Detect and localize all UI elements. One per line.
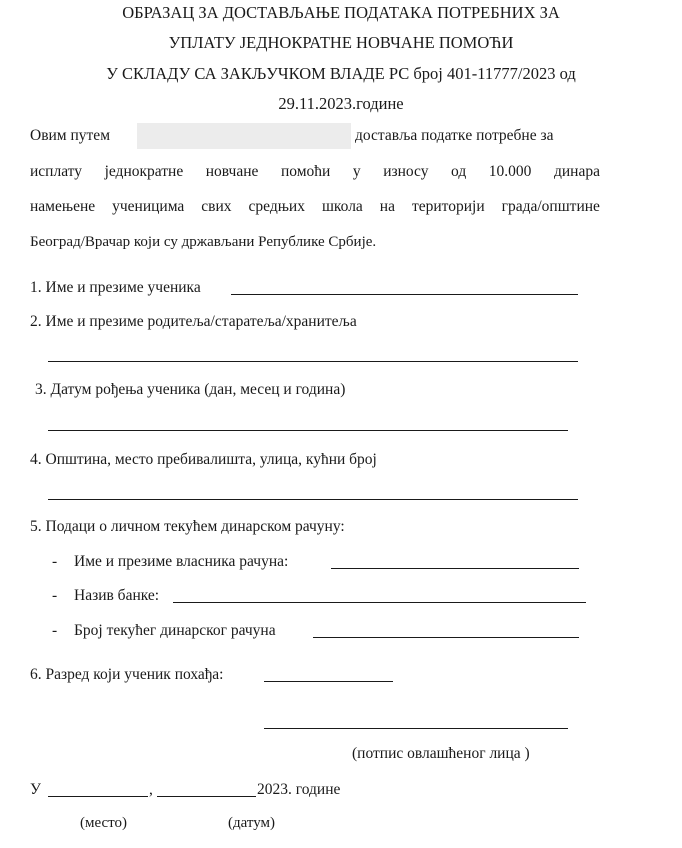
field-birth-date-line[interactable] — [48, 430, 568, 431]
footer-place-label: (место) — [80, 815, 128, 831]
field-parent-name-line[interactable] — [48, 361, 578, 362]
intro-word: на — [379, 198, 395, 215]
signature-line[interactable] — [264, 728, 568, 729]
bank-name-text: Назив банке: — [74, 587, 160, 604]
intro-word: у — [352, 163, 361, 180]
intro-word: територији — [411, 198, 485, 215]
intro-word: намењене — [30, 198, 96, 215]
intro-word: ученицима — [112, 198, 185, 215]
form-title-date: 29.11.2023.године — [278, 94, 404, 113]
field-account-number-line[interactable] — [313, 637, 579, 638]
field-account-holder-label — [52, 553, 288, 571]
field-bank-name-line[interactable] — [173, 602, 586, 603]
field-parent-name-label: 2. Име и презиме родитеља/старатеља/хранитеља — [30, 313, 357, 330]
intro-word: динара — [553, 163, 600, 180]
footer-date-line[interactable] — [157, 796, 256, 797]
field-student-name-label: 1. Име и презиме ученика — [30, 279, 201, 296]
intro-word: једнократне — [104, 163, 184, 180]
field-account-holder-line[interactable] — [331, 568, 579, 569]
list-dash: - — [52, 553, 58, 570]
intro-line-2 — [30, 163, 600, 181]
account-holder-text: Име и презиме власника рачуна: — [74, 553, 289, 570]
footer-place-prefix: У — [30, 781, 41, 798]
field-student-name-line[interactable] — [231, 294, 578, 295]
list-dash: - — [52, 587, 58, 604]
footer-place-line[interactable] — [48, 796, 148, 797]
intro-word: школа — [321, 198, 363, 215]
intro-word: исплату — [30, 163, 83, 180]
footer-comma: , — [149, 781, 153, 798]
intro-word: 10.000 — [488, 163, 532, 180]
signature-caption: (потпис овлашћеног лица ) — [352, 745, 530, 762]
footer-year: 2023. године — [257, 781, 341, 798]
field-birth-date-label: 3. Датум рођења ученика (дан, месец и година) — [35, 381, 346, 398]
field-address-label: 4. Општина, место пребивалишта, улица, кућни број — [30, 451, 377, 468]
intro-line-1-end: доставља податкe потребне за — [355, 127, 554, 144]
form-title-line-2: УПЛАТУ ЈЕДНОКРАТНЕ НОВЧАНЕ ПОМОЋИ — [168, 33, 514, 52]
intro-word: новчане — [205, 163, 259, 180]
field-address-line[interactable] — [48, 499, 578, 500]
footer-date-label: (датум) — [228, 815, 276, 831]
form-title-line-1: ОБРАЗАЦ ЗА ДОСТАВЉАЊЕ ПОДАТАКА ПОТРЕБНИХ ЗА — [122, 3, 560, 22]
intro-line-4: Београд/Врачар који су држављани Републике Србије. — [30, 234, 377, 250]
field-bank-name-label — [52, 587, 159, 605]
intro-line-3 — [30, 198, 600, 216]
redacted-institution-name — [137, 123, 351, 149]
field-account-number-label — [52, 622, 276, 640]
field-bank-account-heading: 5. Подаци о личном текућем динарском рачуну: — [30, 518, 345, 535]
field-grade-label: 6. Разред који ученик похађа: — [30, 666, 224, 683]
intro-word: од — [451, 163, 467, 180]
intro-word: помоћи — [280, 163, 331, 180]
field-grade-line[interactable] — [264, 681, 393, 682]
intro-word: града/општине — [501, 198, 600, 215]
intro-line-1-start: Овим путем — [30, 127, 110, 144]
account-number-text: Број текућег динарског рачуна — [74, 622, 276, 639]
list-dash: - — [52, 622, 58, 639]
intro-word: износу — [383, 163, 429, 180]
intro-word: свих — [201, 198, 232, 215]
form-title-line-3: У СКЛАДУ СА ЗАКЉУЧКОМ ВЛАДЕ РС број 401-11777/2023 од — [106, 64, 576, 83]
intro-word: средњих — [248, 198, 305, 215]
